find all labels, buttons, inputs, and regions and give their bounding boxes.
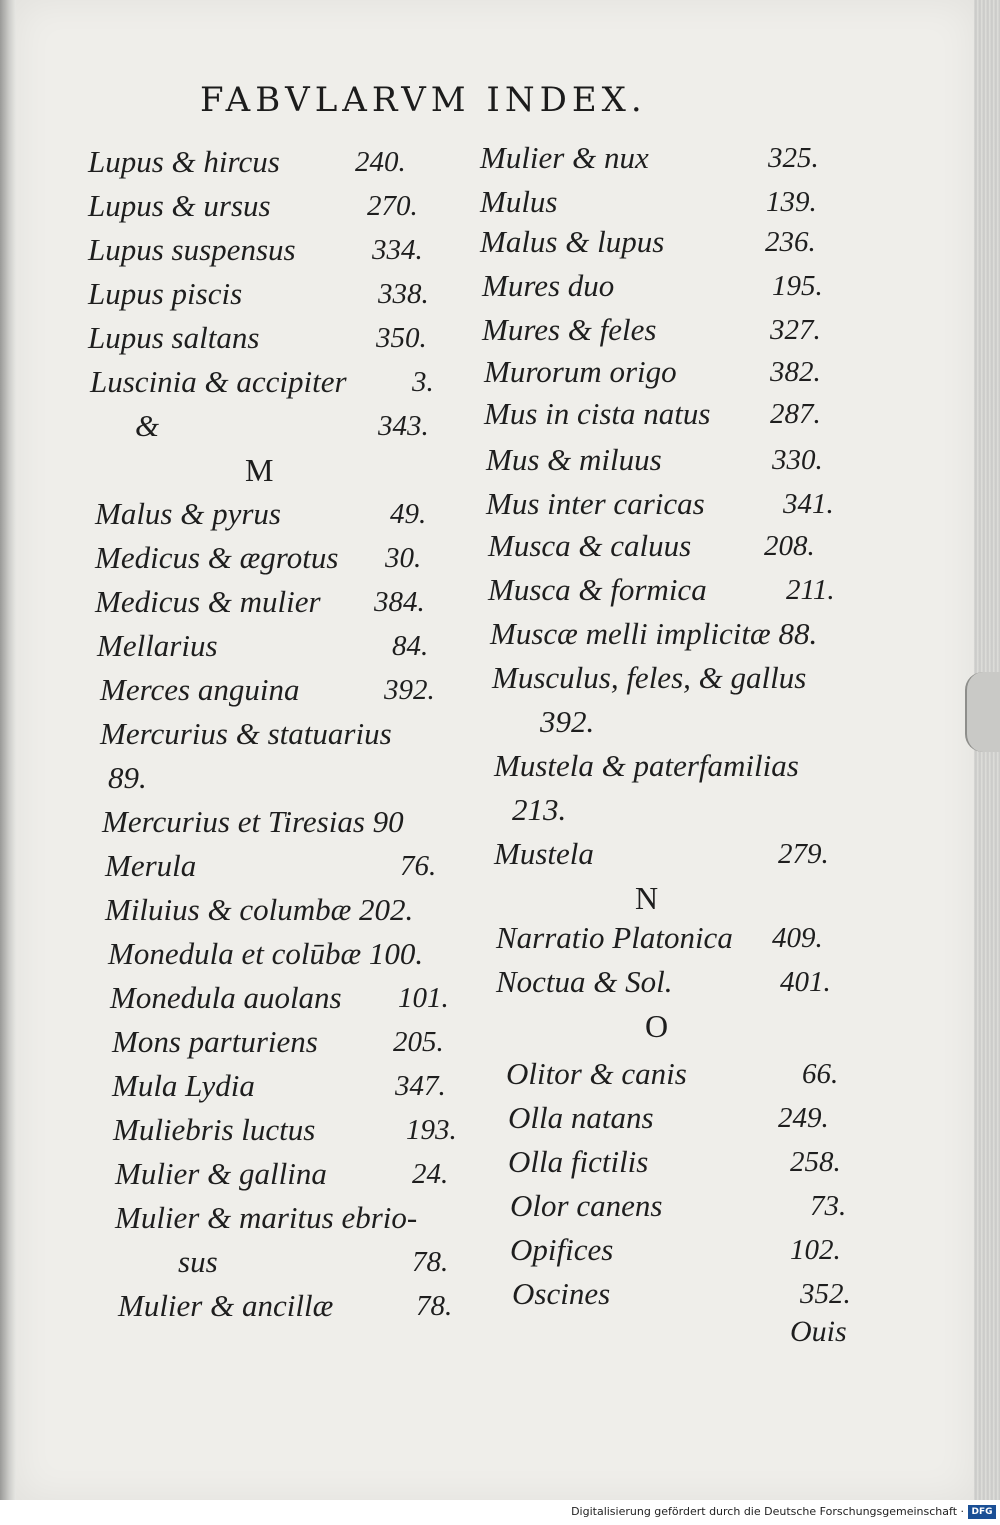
index-entry-title: Oscines <box>512 1276 611 1311</box>
index-entry-title: Mulier & maritus ebrio- <box>115 1200 418 1235</box>
index-entry-page: 73. <box>810 1190 847 1222</box>
index-entry-page: 382. <box>770 356 821 388</box>
index-entry-title: Narratio Platonica <box>496 920 733 955</box>
index-entry-title: Musca & caluus <box>488 528 692 563</box>
footer-bar <box>0 1500 1000 1525</box>
index-entry-title: Monedula et colūbæ 100. <box>108 936 424 971</box>
section-letter: O <box>645 1008 669 1044</box>
index-entry-page: 325. <box>768 142 819 174</box>
index-entry-title: Medicus & mulier <box>95 584 321 619</box>
book-gutter <box>0 0 16 1500</box>
index-entry-title: Noctua & Sol. <box>496 964 673 999</box>
section-letter: M <box>245 452 274 488</box>
index-entry-title: Mons parturiens <box>112 1024 318 1059</box>
index-entry-title: Mellarius <box>97 628 218 663</box>
index-entry-title: Mures duo <box>482 268 615 303</box>
index-entry-title: Opifices <box>510 1232 614 1267</box>
index-entry-page: 66. <box>802 1058 839 1090</box>
index-entry-page: 249. <box>778 1102 829 1134</box>
index-entry-page: 343. <box>378 410 429 442</box>
index-entry-title: Mercurius et Tiresias 90 <box>102 804 404 839</box>
index-entry-title: 392. <box>540 704 595 739</box>
funding-notice: Digitalisierung gefördert durch die Deutsche Forschungsgemeinschaft · <box>571 1505 964 1518</box>
index-entry-page: 205. <box>393 1026 444 1058</box>
index-entry-page: 208. <box>764 530 815 562</box>
index-entry-page: 78. <box>416 1290 453 1322</box>
index-entry-title: Malus & pyrus <box>95 496 281 531</box>
index-entry-title: Mustela <box>494 836 594 871</box>
index-entry-title: 89. <box>108 760 147 795</box>
index-entry-page: 236. <box>765 226 816 258</box>
index-entry-page: 240. <box>355 146 406 178</box>
index-entry-title: Muliebris luctus <box>113 1112 316 1147</box>
index-entry-title: Mus in cista natus <box>484 396 711 431</box>
index-entry-page: 139. <box>766 186 817 218</box>
index-entry-title: Olitor & canis <box>506 1056 687 1091</box>
index-entry-title: Lupus & ursus <box>88 188 271 223</box>
index-entry-page: 401. <box>780 966 831 998</box>
index-entry-title: Olor canens <box>510 1188 663 1223</box>
dfg-logo: DFG <box>968 1505 996 1519</box>
index-entry-title: Lupus & hircus <box>88 144 280 179</box>
index-entry-page: 409. <box>772 922 823 954</box>
index-entry-title: Olla fictilis <box>508 1144 649 1179</box>
index-entry-page: 49. <box>390 498 427 530</box>
index-entry-title: Mustela & paterfamilias <box>494 748 799 783</box>
section-letter: N <box>635 880 659 916</box>
index-entry-page: 258. <box>790 1146 841 1178</box>
index-entry-page: 195. <box>772 270 823 302</box>
index-entry-page: 78. <box>412 1246 449 1278</box>
index-entry-page: 347. <box>395 1070 446 1102</box>
index-entry-page: 327. <box>770 314 821 346</box>
index-entry-title: Mercurius & statuarius <box>100 716 392 751</box>
index-entry-page: 211. <box>786 574 835 606</box>
page-header: FABVLARVM INDEX. <box>200 80 647 120</box>
index-entry-page: 352. <box>800 1278 851 1310</box>
index-entry-title: sus <box>178 1244 218 1279</box>
index-entry-title: Muscæ melli implicitæ 88. <box>490 616 818 651</box>
index-entry-page: 193. <box>406 1114 457 1146</box>
index-entry-page: 30. <box>385 542 422 574</box>
index-entry-page: 392. <box>384 674 435 706</box>
index-entry-title: Lupus saltans <box>88 320 260 355</box>
index-entry-title: Olla natans <box>508 1100 654 1135</box>
index-entry-page: 24. <box>412 1158 449 1190</box>
index-entry-title: Miluius & columbæ 202. <box>105 892 414 927</box>
catchword: Ouis <box>790 1315 847 1348</box>
index-entry-title: 213. <box>512 792 567 827</box>
index-entry-title: Mulier & gallina <box>115 1156 327 1191</box>
page-tab <box>965 672 1000 752</box>
index-entry-title: Mures & feles <box>482 312 657 347</box>
index-entry-page: 287. <box>770 398 821 430</box>
index-entry-page: 101. <box>398 982 449 1014</box>
index-entry-page: 330. <box>772 444 823 476</box>
index-entry-title: Musca & formica <box>488 572 707 607</box>
index-entry-title: Medicus & ægrotus <box>95 540 339 575</box>
index-entry-title: Mula Lydia <box>112 1068 255 1103</box>
index-entry-page: 3. <box>412 366 434 398</box>
index-entry-page: 84. <box>392 630 429 662</box>
index-entry-title: Lupus piscis <box>88 276 243 311</box>
index-entry-page: 350. <box>376 322 427 354</box>
index-entry-page: 384. <box>374 586 425 618</box>
index-entry-title: Mus & miluus <box>486 442 662 477</box>
index-entry-page: 334. <box>372 234 423 266</box>
index-entry-page: 102. <box>790 1234 841 1266</box>
index-entry-title: Luscinia & accipiter <box>90 364 347 399</box>
index-entry-title: Mulier & ancillæ <box>118 1288 334 1323</box>
index-entry-page: 270. <box>367 190 418 222</box>
index-entry-title: Lupus suspensus <box>88 232 296 267</box>
index-entry-title: Malus & lupus <box>480 224 665 259</box>
index-entry-title: Merces anguina <box>100 672 300 707</box>
index-entry-title: Musculus, feles, & gallus <box>492 660 807 695</box>
index-entry-title: & <box>135 408 160 443</box>
index-entry-page: 279. <box>778 838 829 870</box>
index-entry-title: Merula <box>105 848 197 883</box>
index-entry-title: Murorum origo <box>484 354 677 389</box>
index-entry-title: Mulus <box>480 184 558 219</box>
index-entry-page: 338. <box>378 278 429 310</box>
index-entry-title: Mulier & nux <box>480 140 649 175</box>
index-entry-page: 341. <box>783 488 834 520</box>
index-entry-page: 76. <box>400 850 437 882</box>
index-entry-title: Monedula auolans <box>110 980 342 1015</box>
index-entry-title: Mus inter caricas <box>486 486 705 521</box>
